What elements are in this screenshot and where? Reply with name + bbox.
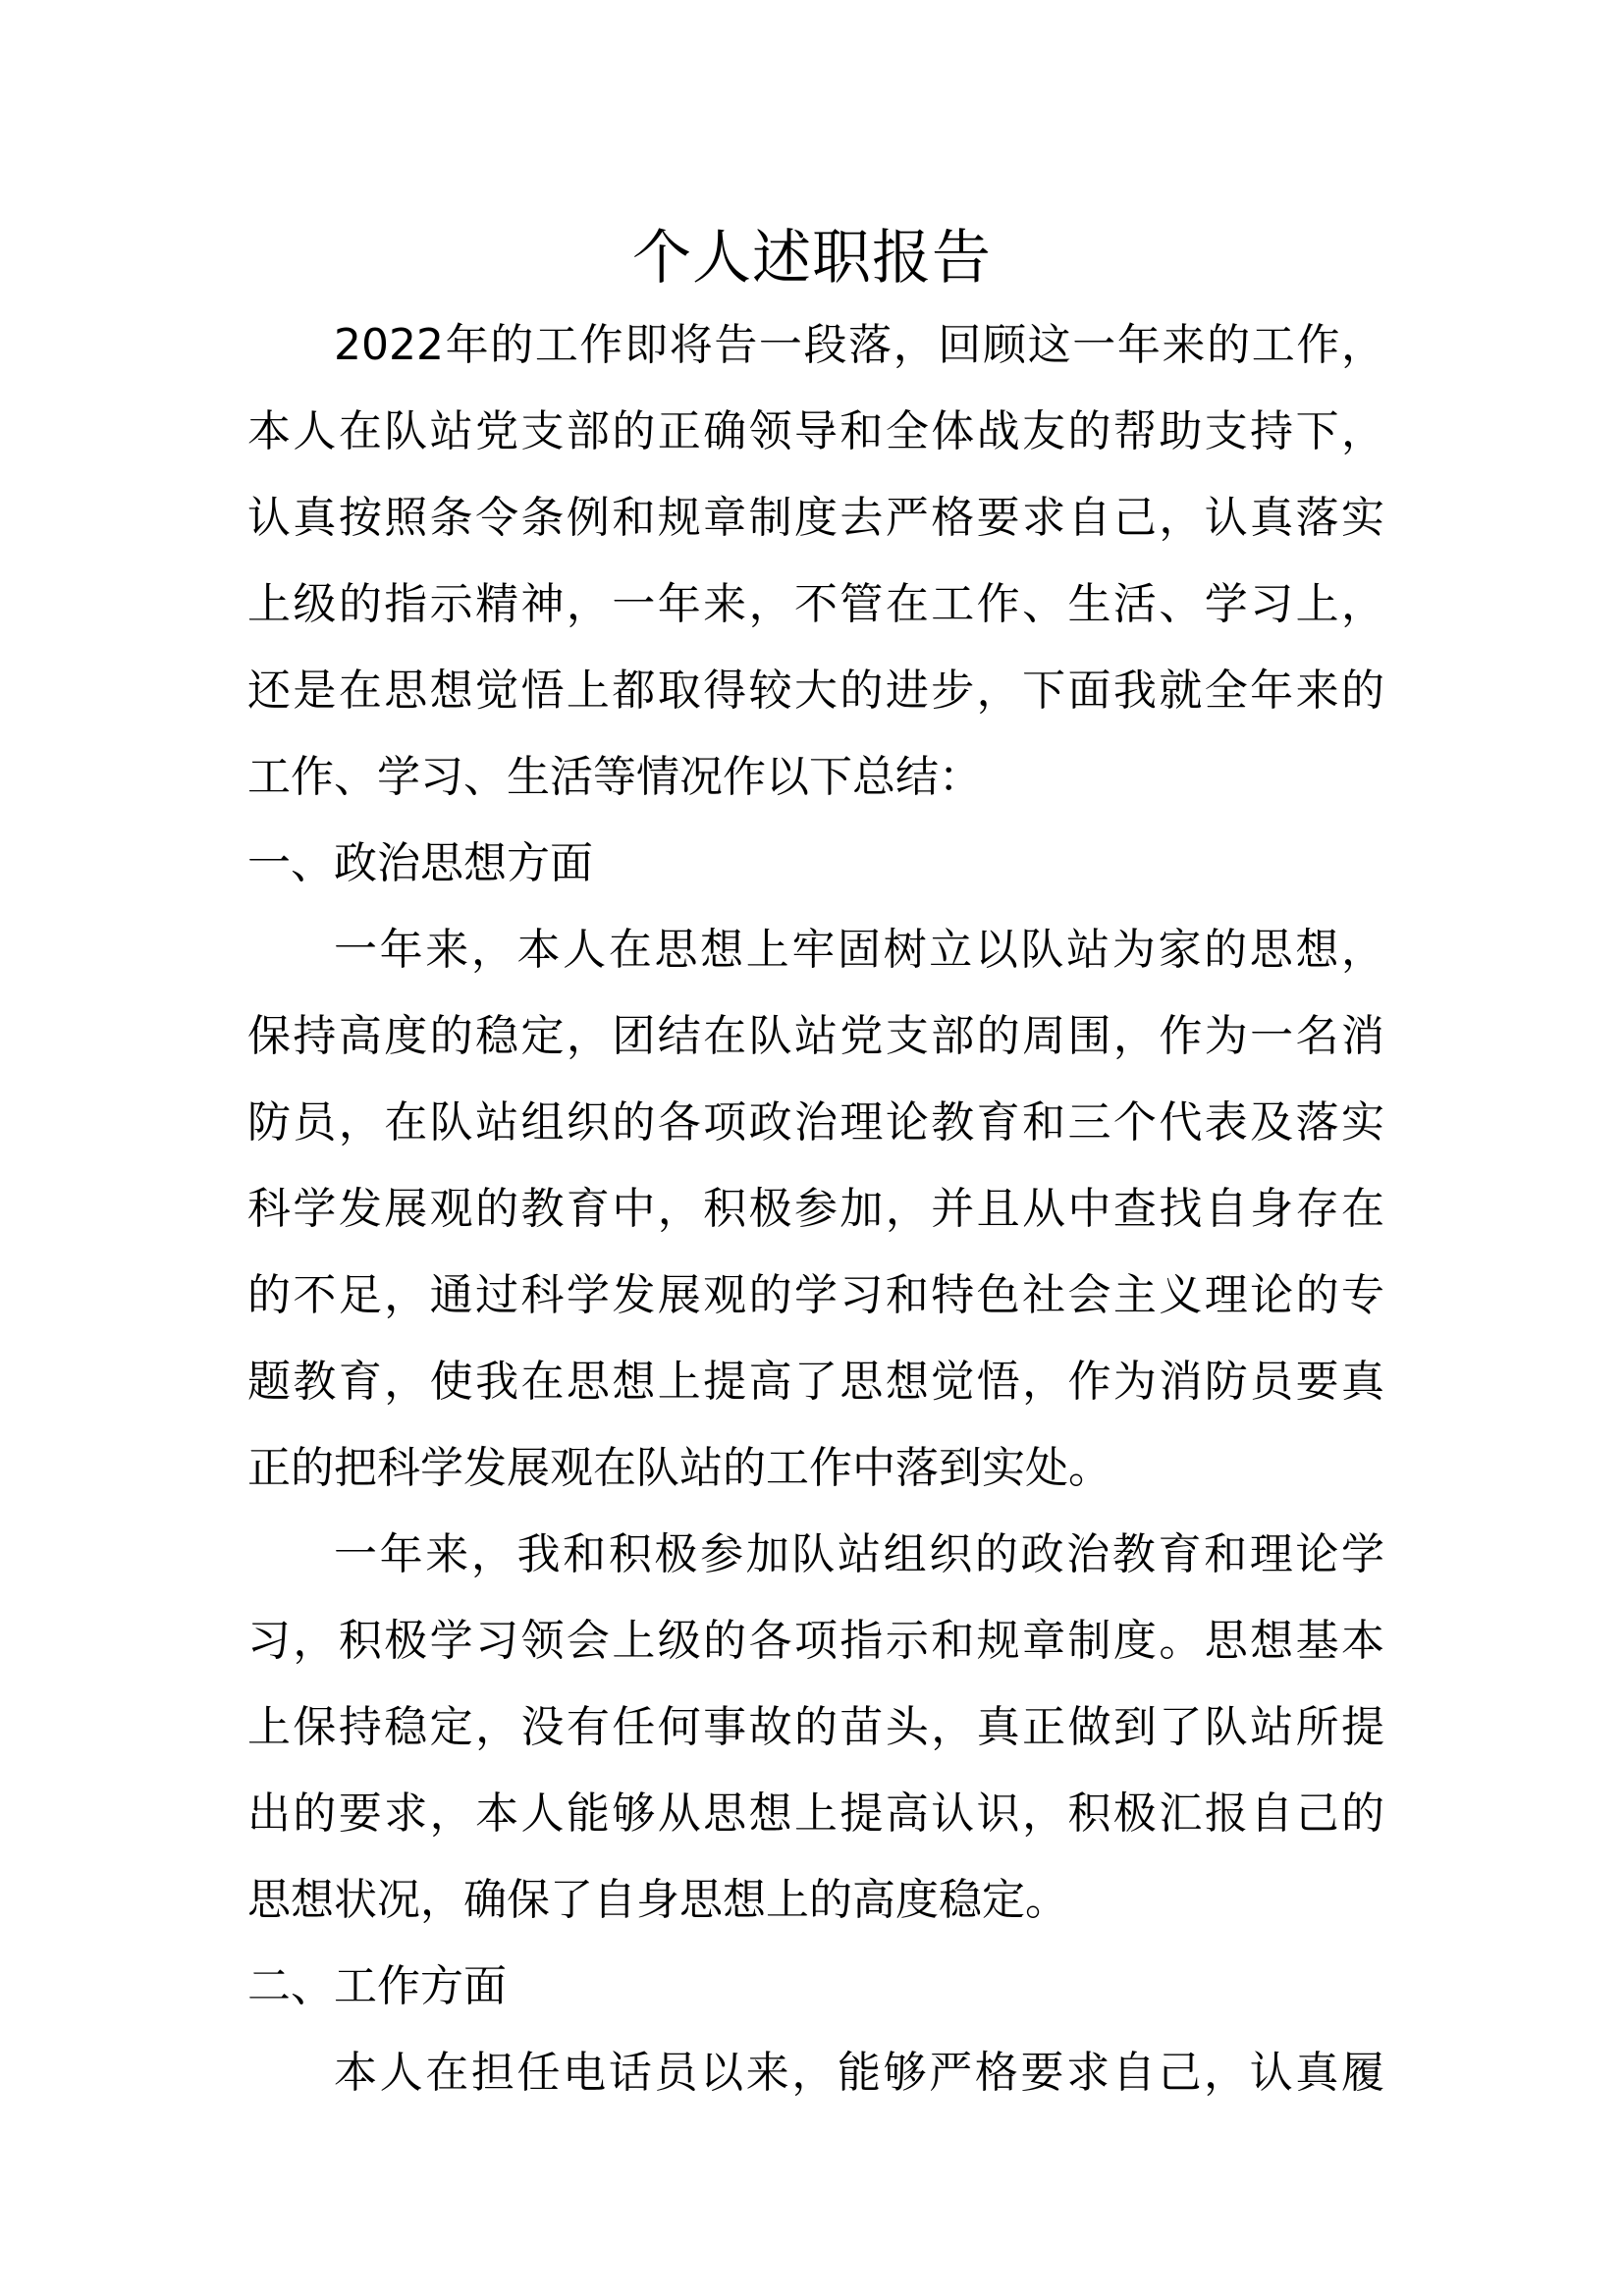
paragraph-3-line-3: 上保持稳定，没有任何事故的苗头，真正做到了队站所提 bbox=[247, 1702, 1384, 1752]
paragraph-2-line-6: 题教育，使我在思想上提高了思想觉悟，作为消防员要真 bbox=[247, 1357, 1384, 1407]
document-title: 个人述职报告 bbox=[632, 224, 992, 293]
paragraph-3-line-4: 出的要求，本人能够从思想上提高认识，积极汇报自己的 bbox=[247, 1789, 1384, 1839]
document-body bbox=[247, 302, 1384, 2116]
paragraph-1-line-1: 2022年的工作即将告一段落，回顾这一年来的工作， bbox=[334, 320, 1384, 370]
paragraph-1-line-2: 本人在队站党支部的正确领导和全体战友的帮助支持下， bbox=[247, 406, 1384, 456]
section-heading-work: 二、工作方面 bbox=[247, 1961, 507, 2011]
paragraph-3-line-2: 习，积极学习领会上级的各项指示和规章制度。思想基本 bbox=[247, 1616, 1384, 1666]
paragraph-3-line-5: 思想状况，确保了自身思想上的高度稳定。 bbox=[247, 1875, 1068, 1925]
paragraph-1-line-5: 还是在思想觉悟上都取得较大的进步，下面我就全年来的 bbox=[247, 666, 1384, 716]
paragraph-2-line-1: 一年来，本人在思想上牢固树立以队站为家的思想， bbox=[334, 925, 1384, 975]
paragraph-4-line-1: 本人在担任电话员以来，能够严格要求自己，认真履 bbox=[334, 2048, 1384, 2098]
paragraph-2-line-5: 的不足，通过科学发展观的学习和特色社会主义理论的专 bbox=[247, 1270, 1384, 1320]
section-heading-political: 一、政治思想方面 bbox=[247, 838, 593, 888]
paragraph-3-line-1: 一年来，我和积极参加队站组织的政治教育和理论学 bbox=[334, 1529, 1384, 1579]
paragraph-1-line-6: 工作、学习、生活等情况作以下总结： bbox=[247, 752, 982, 802]
paragraph-1-line-4: 上级的指示精神，一年来，不管在工作、生活、学习上， bbox=[247, 579, 1384, 629]
paragraph-2-line-4: 科学发展观的教育中，积极参加，并且从中查找自身存在 bbox=[247, 1184, 1384, 1234]
paragraph-1-line-3: 认真按照条令条例和规章制度去严格要求自己，认真落实 bbox=[247, 493, 1384, 543]
paragraph-2-line-7: 正的把科学发展观在队站的工作中落到实处。 bbox=[247, 1443, 1111, 1493]
paragraph-2-line-3: 防员，在队站组织的各项政治理论教育和三个代表及落实 bbox=[247, 1097, 1384, 1148]
paragraph-2-line-2: 保持高度的稳定，团结在队站党支部的周围，作为一名消 bbox=[247, 1011, 1384, 1061]
